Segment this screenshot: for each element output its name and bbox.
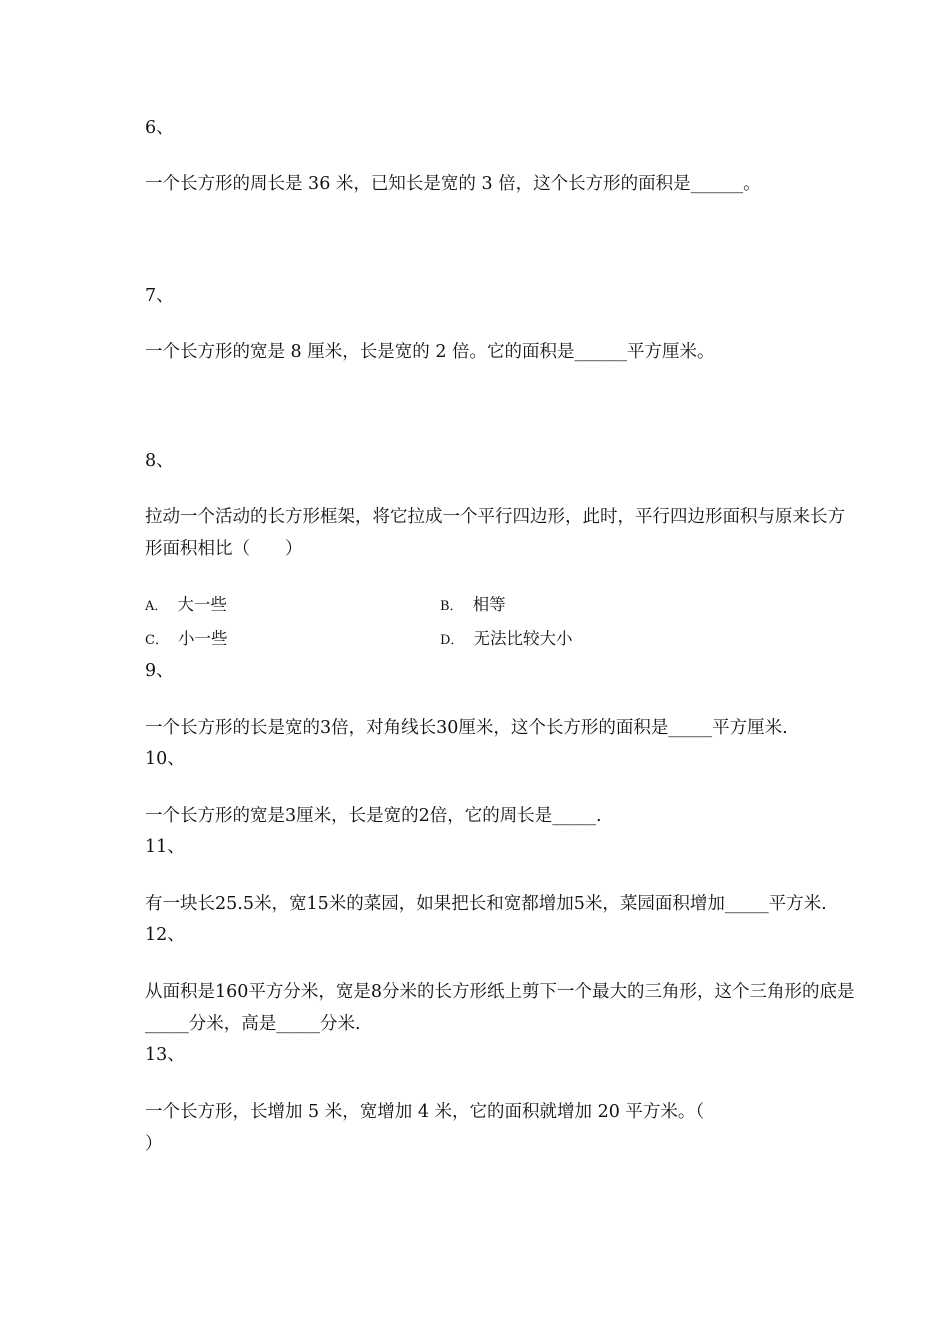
question-12-number: 12、 (145, 925, 185, 945)
option-d-letter: D． (440, 633, 464, 648)
question-6-number: 6、 (145, 118, 174, 138)
option-c (145, 627, 227, 653)
option-b (440, 593, 506, 619)
question-10-text: 一个长方形的宽是3厘米，长是宽的2倍，它的周长是_____. (145, 806, 602, 826)
option-a-letter: A． (145, 599, 168, 614)
question-9-text: 一个长方形的长是宽的3倍，对角线长30厘米，这个长方形的面积是_____平方厘米. (145, 718, 788, 738)
question-12-text-line2: _____分米，高是_____分米. (145, 1014, 361, 1034)
option-c-letter: C． (145, 633, 168, 648)
question-8-number: 8、 (145, 451, 174, 471)
question-11-number: 11、 (145, 837, 185, 857)
option-b-text: 相等 (472, 595, 506, 614)
question-8-text-line2: 形面积相比（ ） (145, 539, 303, 559)
question-13-number: 13、 (145, 1045, 185, 1065)
question-7-text: 一个长方形的宽是 8 厘米，长是宽的 2 倍。它的面积是______平方厘米。 (145, 342, 715, 362)
option-d-text: 无法比较大小 (473, 629, 573, 648)
question-10-number: 10、 (145, 749, 185, 769)
option-b-letter: B． (440, 599, 463, 614)
question-12-text-line1: 从面积是160平方分米，宽是8分米的长方形纸上剪下一个最大的三角形，这个三角形的底是 (145, 982, 855, 1002)
option-d (440, 627, 572, 653)
question-13-text-line1: 一个长方形，长增加 5 米，宽增加 4 米，它的面积就增加 20 平方米。（ (145, 1102, 705, 1122)
option-a-text: 大一些 (177, 595, 227, 614)
option-a (145, 593, 227, 619)
question-11-text: 有一块长25.5米，宽15米的菜园，如果把长和宽都增加5米，菜园面积增加_____平方米. (145, 894, 827, 914)
question-8-text-line1: 拉动一个活动的长方形框架，将它拉成一个平行四边形，此时，平行四边形面积与原来长方 (145, 507, 845, 527)
question-13-text-line2: ） (145, 1134, 163, 1154)
question-6-text: 一个长方形的周长是 36 米，已知长是宽的 3 倍，这个长方形的面积是______。 (145, 174, 761, 194)
question-9-number: 9、 (145, 661, 174, 681)
question-7-number: 7、 (145, 286, 174, 306)
option-c-text: 小一些 (177, 629, 228, 648)
